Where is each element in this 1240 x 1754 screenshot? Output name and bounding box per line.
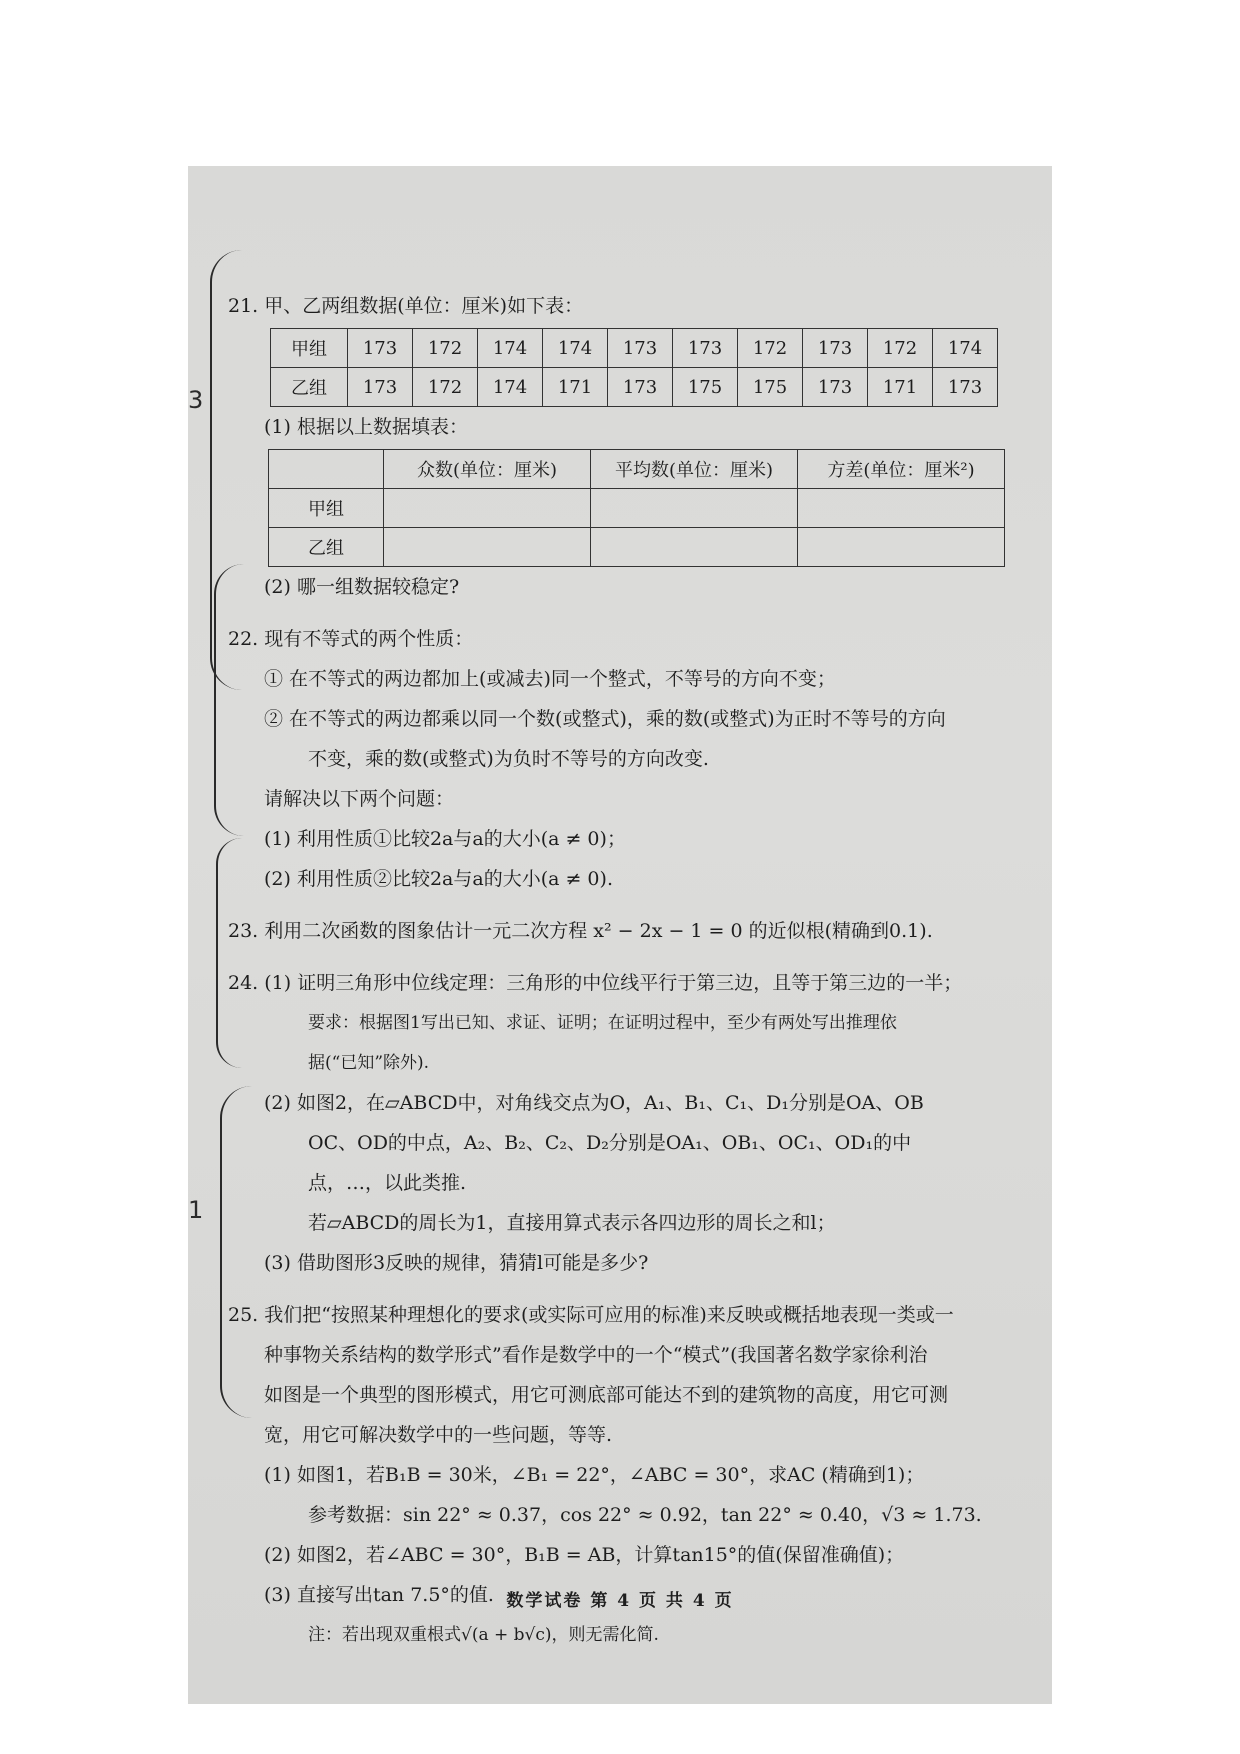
exam-paper xyxy=(188,166,1052,1704)
table-cell: 173 xyxy=(348,329,413,368)
answer-cell[interactable] xyxy=(384,528,591,567)
q21-fill-table xyxy=(268,449,1005,567)
q25-part1: (1) 如图1，若B₁B = 30米，∠B₁ = 22°，∠ABC = 30°，求AC (精确到1)； xyxy=(264,1464,925,1486)
table-row xyxy=(269,450,1005,489)
table-cell: 173 xyxy=(673,329,738,368)
table-cell: 173 xyxy=(608,329,673,368)
q25-intro: 25. 我们把“按照某种理想化的要求(或实际可应用的标准)来反映或概括地表现一类或一 xyxy=(228,1304,954,1326)
q25-note: 注：若出现双重根式√(a + b√c)，则无需化简. xyxy=(308,1625,659,1645)
table-cell: 174 xyxy=(543,329,608,368)
table-header xyxy=(269,450,384,489)
table-row xyxy=(269,489,1005,528)
answer-cell[interactable] xyxy=(798,489,1005,528)
table-header: 平均数(单位：厘米) xyxy=(591,450,798,489)
table-cell: 173 xyxy=(608,368,673,407)
q22-part2: (2) 利用性质②比较2a与a的大小(a ≠ 0). xyxy=(264,868,613,890)
exam-content xyxy=(228,286,1052,1655)
q24-part3: (3) 借助图形3反映的规律，猜猜l可能是多少? xyxy=(264,1252,649,1274)
table-cell: 173 xyxy=(803,368,868,407)
row-label: 乙组 xyxy=(271,368,348,407)
q23-text: 23. 利用二次函数的图象估计一元二次方程 x² − 2x − 1 = 0 的近似根(精确到0.1). xyxy=(228,920,933,942)
table-cell: 171 xyxy=(868,368,933,407)
q22-prop1: ① 在不等式的两边都加上(或减去)同一个整式，不等号的方向不变； xyxy=(264,668,836,690)
q25-part3: (3) 直接写出tan 7.5°的值. xyxy=(264,1584,494,1606)
table-header: 方差(单位：厘米²) xyxy=(798,450,1005,489)
q22-ask: 请解决以下两个问题： xyxy=(264,788,455,810)
answer-cell[interactable] xyxy=(384,489,591,528)
answer-cell[interactable] xyxy=(591,489,798,528)
q21-part2: (2) 哪一组数据较稳定? xyxy=(264,576,460,598)
table-cell: 174 xyxy=(933,329,998,368)
q25-reference-data: 参考数据：sin 22° ≈ 0.37，cos 22° ≈ 0.92，tan 22° ≈ 0.40，√3 ≈ 1.73. xyxy=(308,1504,982,1526)
q22-title: 22. 现有不等式的两个性质： xyxy=(228,628,474,650)
q24-part1-req: 要求：根据图1写出已知、求证、证明；在证明过程中，至少有两处写出推理依 xyxy=(308,1013,897,1033)
q24-part2: (2) 如图2，在▱ABCD中，对角线交点为O，A₁、B₁、C₁、D₁分别是OA、OB xyxy=(264,1092,924,1114)
q24-part2-cont3: 若▱ABCD的周长为1，直接用算式表示各四边形的周长之和l； xyxy=(308,1212,836,1234)
table-cell: 172 xyxy=(413,368,478,407)
table-cell: 175 xyxy=(673,368,738,407)
table-row xyxy=(271,329,998,368)
q22-prop2: ② 在不等式的两边都乘以同一个数(或整式)，乘的数(或整式)为正时不等号的方向 xyxy=(264,708,946,730)
q24-part2-cont1: OC、OD的中点，A₂、B₂、C₂、D₂分别是OA₁、OB₁、OC₁、OD₁的中 xyxy=(308,1132,912,1154)
answer-cell[interactable] xyxy=(798,528,1005,567)
q25-part2: (2) 如图2，若∠ABC = 30°，B₁B = AB，计算tan15°的值(保留准确值)； xyxy=(264,1544,905,1566)
table-cell: 173 xyxy=(933,368,998,407)
q22-prop2-cont: 不变，乘的数(或整式)为负时不等号的方向改变. xyxy=(308,748,709,770)
row-label: 甲组 xyxy=(271,329,348,368)
table-cell: 173 xyxy=(803,329,868,368)
table-cell: 172 xyxy=(868,329,933,368)
q22-part1: (1) 利用性质①比较2a与a的大小(a ≠ 0)； xyxy=(264,828,626,850)
handwritten-score-q21: 3 xyxy=(188,386,204,414)
q25-intro-cont3: 宽，用它可解决数学中的一些问题，等等. xyxy=(264,1424,613,1446)
q21-part1: (1) 根据以上数据填表： xyxy=(264,416,468,438)
answer-cell[interactable] xyxy=(591,528,798,567)
q24-part1: 24. (1) 证明三角形中位线定理：三角形的中位线平行于第三边，且等于第三边的一半； xyxy=(228,972,963,994)
table-cell: 173 xyxy=(348,368,413,407)
page-footer: 数学试卷 第 4 页 共 4 页 xyxy=(506,1591,734,1611)
row-label: 甲组 xyxy=(269,489,384,528)
q24-part1-req-cont: 据(“已知”除外). xyxy=(308,1053,430,1073)
table-cell: 174 xyxy=(478,329,543,368)
handwritten-score-q25: 1 xyxy=(188,1196,204,1224)
q25-intro-cont1: 种事物关系结构的数学形式”看作是数学中的一个“模式”(我国著名数学家徐利治 xyxy=(264,1344,928,1366)
q24-part2-cont2: 点，…，以此类推. xyxy=(308,1172,467,1194)
table-cell: 172 xyxy=(413,329,478,368)
table-row xyxy=(269,528,1005,567)
q21-data-table xyxy=(270,328,998,407)
table-cell: 172 xyxy=(738,329,803,368)
table-cell: 175 xyxy=(738,368,803,407)
table-row xyxy=(271,368,998,407)
row-label: 乙组 xyxy=(269,528,384,567)
table-cell: 174 xyxy=(478,368,543,407)
table-header: 众数(单位：厘米) xyxy=(384,450,591,489)
q25-intro-cont2: 如图是一个典型的图形模式，用它可测底部可能达不到的建筑物的高度，用它可测 xyxy=(264,1384,949,1406)
table-cell: 171 xyxy=(543,368,608,407)
q21-title: 21. 甲、乙两组数据(单位：厘米)如下表： xyxy=(228,295,584,317)
